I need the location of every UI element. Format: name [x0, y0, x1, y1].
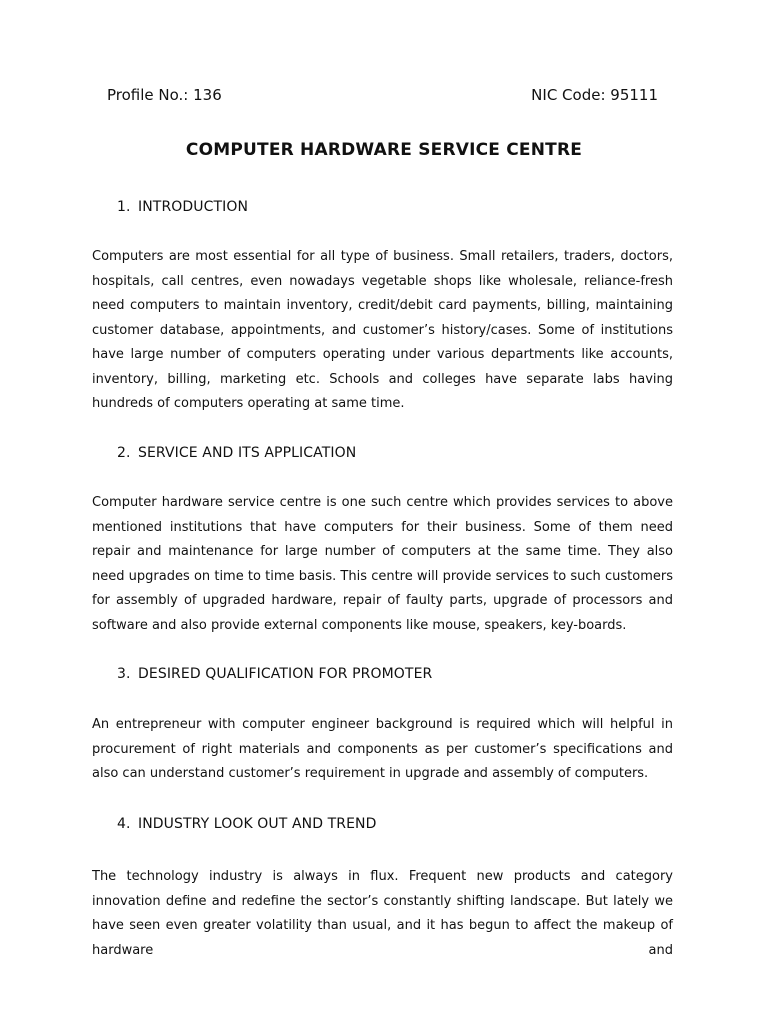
section-number: 2. [117, 445, 131, 461]
section-heading-service-application [117, 445, 356, 461]
profile-number: Profile No.: 136 [107, 86, 222, 104]
document-header [107, 86, 658, 108]
document-title: COMPUTER HARDWARE SERVICE CENTRE [185, 140, 583, 160]
section-heading-introduction [117, 199, 248, 215]
section-title: INTRODUCTION [138, 199, 249, 215]
section-body-industry-trend: The technology industry is always in flux. Frequent new products and category innovation define and redefine the sector’s constantly shifting landscape. But lately we have seen even greater volatility than usual, and it has begun to affect the makeup of hardware and [92, 869, 673, 958]
section-body-introduction: Computers are most essential for all type of business. Small retailers, traders, doctors, hospitals, call centres, even nowadays vegetable shops like wholesale, reliance-fresh need computers to maintain inventory, credit/debit card payments, billing, maintaining customer database, appointments, and customer’s history/cases. Some of institutions have large number of computers operating under various departments like accounts, inventory, billing, marketing etc. Schools and colleges have separate labs having hundreds of computers operating at same time. [92, 249, 673, 411]
nic-code: NIC Code: 95111 [531, 86, 658, 104]
section-heading-industry-trend [117, 816, 377, 832]
section-heading-qualification [117, 666, 432, 682]
section-title: DESIRED QUALIFICATION FOR PROMOTER [138, 666, 433, 682]
section-body-service-application: Computer hardware service centre is one such centre which provides services to above mentioned institutions that have computers for their business. Some of them need repair and maintenance for large number of computers at the same time. They also need upgrades on time to time basis. This centre will provide services to such customers for assembly of upgraded hardware, repair of faulty parts, upgrade of processors and software and also provide external components like mouse, speakers, key-boards. [92, 495, 673, 633]
section-title: SERVICE AND ITS APPLICATION [138, 445, 357, 461]
section-body-qualification: An entrepreneur with computer engineer background is required which will helpful in procurement of right materials and components as per customer’s specifications and also can understand customer’s requirement in upgrade and assembly of computers. [92, 717, 673, 781]
section-number: 4. [117, 816, 131, 832]
section-title: INDUSTRY LOOK OUT AND TREND [138, 816, 377, 832]
section-number: 3. [117, 666, 131, 682]
section-number: 1. [117, 199, 131, 215]
